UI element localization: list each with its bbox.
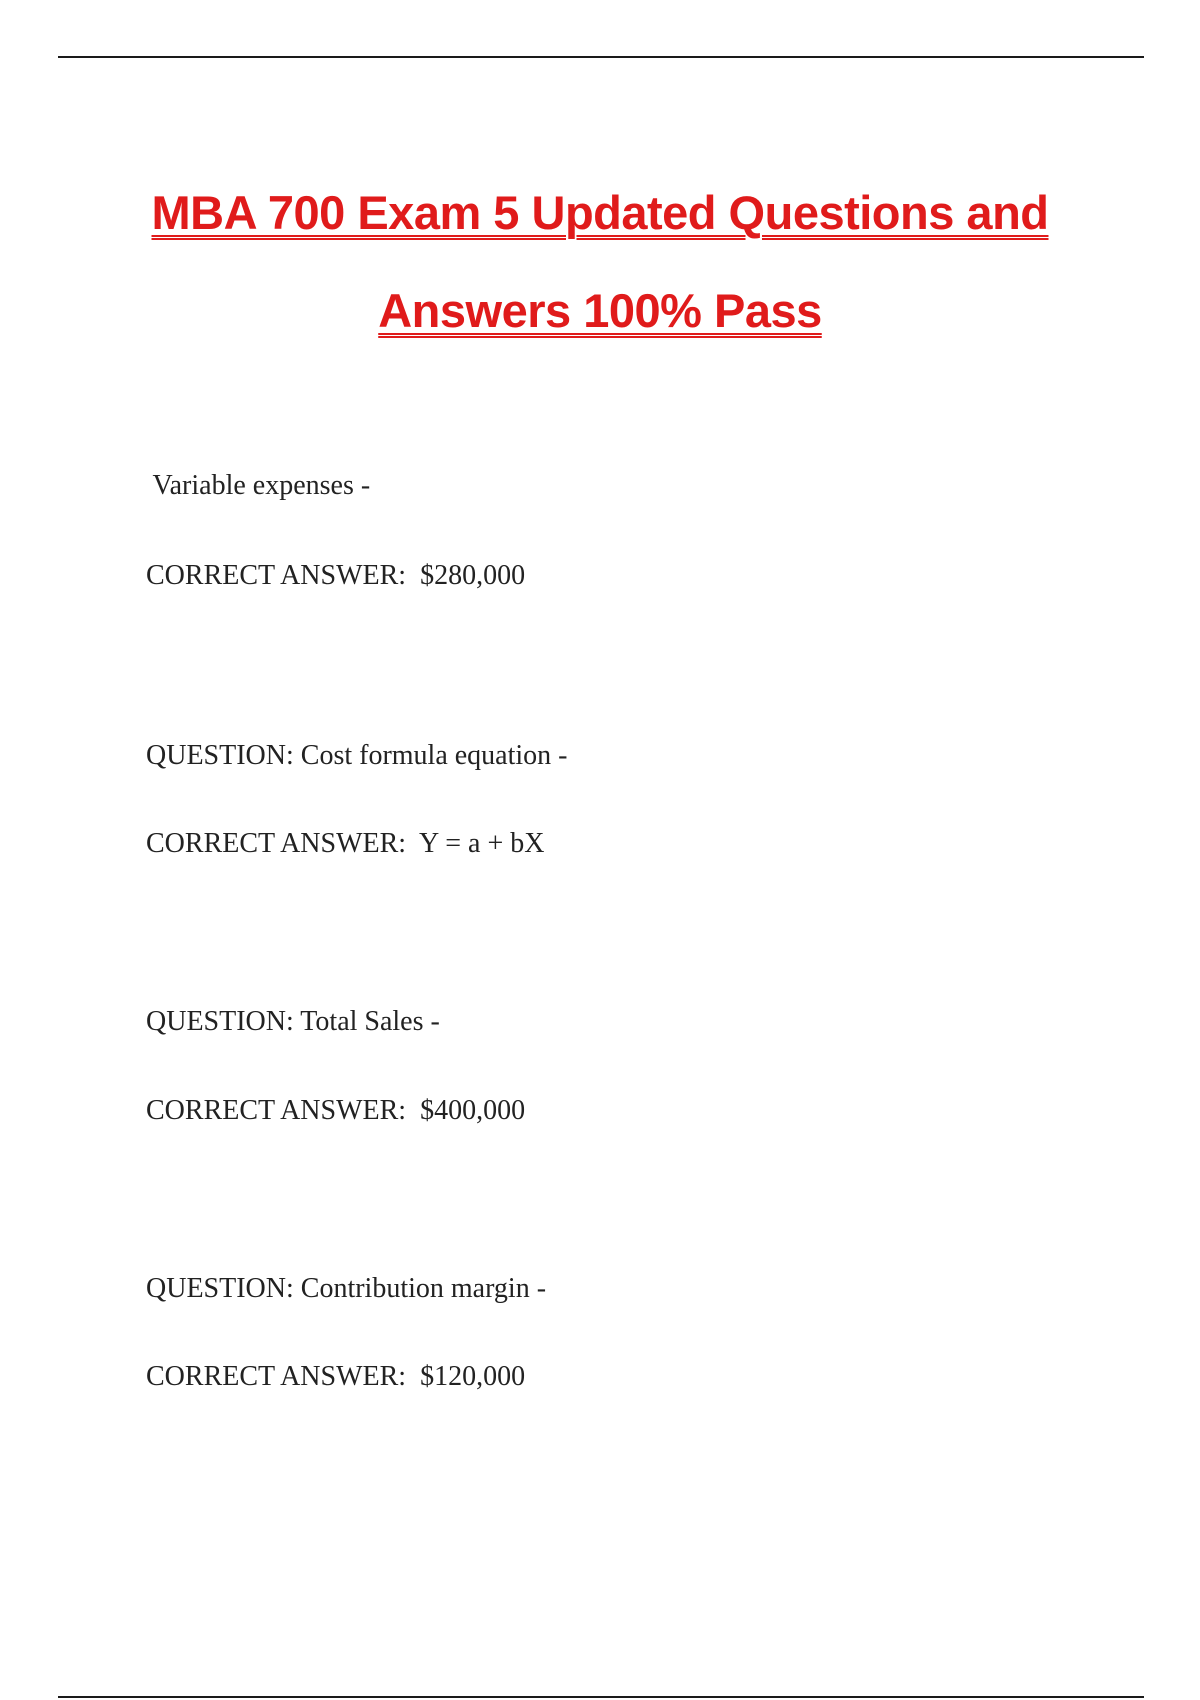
footer-rule xyxy=(58,1696,1144,1698)
title-text-2: Answers 100% Pass xyxy=(378,284,822,337)
question-1: Variable expenses - xyxy=(146,470,371,501)
question-3: QUESTION: Total Sales - xyxy=(146,1006,440,1037)
header-rule xyxy=(58,56,1144,58)
document-title-line-2 xyxy=(0,283,1200,338)
question-4: QUESTION: Contribution margin - xyxy=(146,1273,547,1304)
title-text-1: MBA 700 Exam 5 Updated Questions and xyxy=(151,186,1049,239)
answer-3: CORRECT ANSWER: $400,000 xyxy=(146,1095,526,1126)
answer-1: CORRECT ANSWER: $280,000 xyxy=(146,560,526,591)
question-2: QUESTION: Cost formula equation - xyxy=(146,740,568,771)
answer-2: CORRECT ANSWER: Y = a + bX xyxy=(146,828,545,859)
document-title-line-1 xyxy=(0,185,1200,240)
answer-4: CORRECT ANSWER: $120,000 xyxy=(146,1361,526,1392)
